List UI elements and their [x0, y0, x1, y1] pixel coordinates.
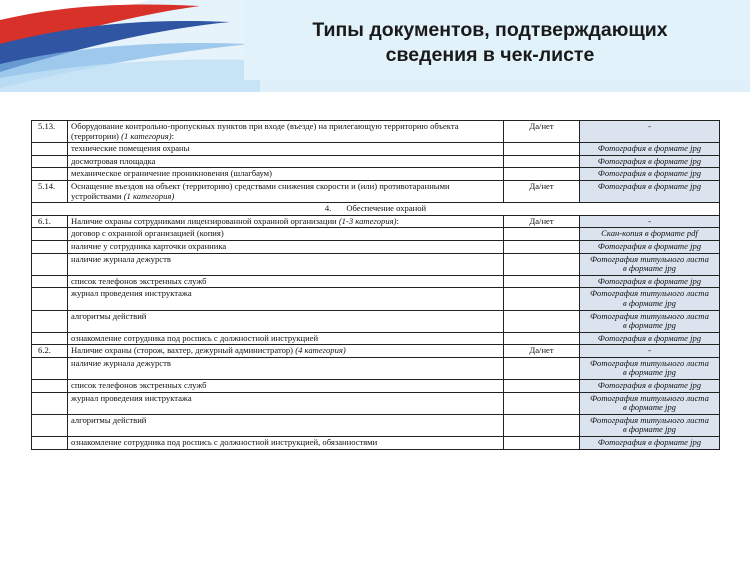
- row-description: досмотровая площадка: [68, 155, 504, 168]
- slide-header: [0, 0, 750, 92]
- section-row: [32, 203, 720, 216]
- table-row: [32, 380, 720, 393]
- row-number: [32, 310, 68, 332]
- yes-no-cell: [504, 275, 580, 288]
- document-format-cell: -: [580, 345, 720, 358]
- table-row: [32, 310, 720, 332]
- document-format-cell: Фотография титульного листа в формате jpg: [580, 414, 720, 436]
- title-line-1: Типы документов, подтверждающих: [312, 19, 668, 41]
- yes-no-cell: [504, 240, 580, 253]
- document-format-cell: Фотография в формате jpg: [580, 275, 720, 288]
- row-number: [32, 332, 68, 345]
- row-number: 5.14.: [32, 180, 68, 202]
- row-number: [32, 288, 68, 310]
- row-number: [32, 357, 68, 379]
- table-row: [32, 228, 720, 241]
- row-number: [32, 155, 68, 168]
- row-description: алгоритмы действий: [68, 310, 504, 332]
- document-format-cell: Фотография в формате jpg: [580, 437, 720, 450]
- yes-no-cell: [504, 155, 580, 168]
- document-format-cell: Фотография в формате jpg: [580, 155, 720, 168]
- row-description: механическое ограничение проникновения (шлагбаум): [68, 168, 504, 181]
- document-format-cell: Фотография титульного листа в формате jpg: [580, 357, 720, 379]
- row-description: Оснащение въездов на объект (территорию) средствами снижения скорости и (или) противотаранными устройствами (1 категория): [68, 180, 504, 202]
- table-row: [32, 288, 720, 310]
- table-row: [32, 332, 720, 345]
- row-description: наличие у сотрудника карточки охранника: [68, 240, 504, 253]
- row-number: [32, 275, 68, 288]
- row-number: [32, 168, 68, 181]
- section-heading: 4. Обеспечение охраной: [32, 203, 720, 216]
- yes-no-cell: [504, 332, 580, 345]
- row-number: [32, 380, 68, 393]
- row-number: [32, 392, 68, 414]
- table-row: [32, 414, 720, 436]
- yes-no-cell: [504, 143, 580, 156]
- yes-no-cell: [504, 288, 580, 310]
- document-format-cell: Фотография в формате jpg: [580, 168, 720, 181]
- document-format-cell: Фотография титульного листа в формате jpg: [580, 392, 720, 414]
- row-description: журнал проведения инструктажа: [68, 288, 504, 310]
- document-format-cell: -: [580, 215, 720, 228]
- yes-no-cell: [504, 357, 580, 379]
- yes-no-cell: Да/нет: [504, 180, 580, 202]
- document-format-cell: Фотография титульного листа в формате jpg: [580, 253, 720, 275]
- table-row: [32, 240, 720, 253]
- row-number: [32, 228, 68, 241]
- yes-no-cell: [504, 168, 580, 181]
- yes-no-cell: Да/нет: [504, 215, 580, 228]
- category-label: (1 категория): [123, 190, 175, 201]
- row-description: Оборудование контрольно-пропускных пунктов при входе (въезде) на прилегающую территорию объекта (территории) (1 категория):: [68, 121, 504, 143]
- table-row: [32, 155, 720, 168]
- category-label: (1 категория): [121, 130, 172, 141]
- table-row: [32, 437, 720, 450]
- yes-no-cell: Да/нет: [504, 121, 580, 143]
- document-format-cell: Фотография в формате jpg: [580, 143, 720, 156]
- document-format-cell: Фотография в формате jpg: [580, 180, 720, 202]
- table-row: [32, 357, 720, 379]
- table-row: [32, 345, 720, 358]
- table-row: [32, 143, 720, 156]
- table-row: [32, 392, 720, 414]
- row-description: список телефонов экстренных служб: [68, 380, 504, 393]
- row-description: Наличие охраны сотрудниками лицензированной охранной организации (1-3 категория):: [68, 215, 504, 228]
- yes-no-cell: [504, 380, 580, 393]
- yes-no-cell: [504, 310, 580, 332]
- row-number: [32, 143, 68, 156]
- category-label: (1-3 категория): [338, 215, 397, 226]
- row-number: [32, 437, 68, 450]
- table-row: [32, 180, 720, 202]
- flag-wave-graphic: [0, 0, 260, 92]
- row-number: 5.13.: [32, 121, 68, 143]
- document-format-cell: Фотография в формате jpg: [580, 380, 720, 393]
- yes-no-cell: [504, 228, 580, 241]
- row-description: алгоритмы действий: [68, 414, 504, 436]
- row-description: наличие журнала дежурств: [68, 253, 504, 275]
- table-row: [32, 215, 720, 228]
- row-description: Наличие охраны (сторож, вахтер, дежурный администратор) (4 категория): [68, 345, 504, 358]
- table-row: [32, 253, 720, 275]
- yes-no-cell: Да/нет: [504, 345, 580, 358]
- category-label: (4 категория): [295, 345, 346, 356]
- yes-no-cell: [504, 253, 580, 275]
- row-number: 6.2.: [32, 345, 68, 358]
- yes-no-cell: [504, 414, 580, 436]
- document-format-cell: Фотография титульного листа в формате jpg: [580, 288, 720, 310]
- yes-no-cell: [504, 392, 580, 414]
- row-description: технические помещения охраны: [68, 143, 504, 156]
- row-number: [32, 414, 68, 436]
- table-row: [32, 168, 720, 181]
- row-number: [32, 253, 68, 275]
- title-line-2: сведения в чек-листе: [385, 44, 595, 66]
- document-format-cell: -: [580, 121, 720, 143]
- row-description: ознакомление сотрудника под роспись с должностной инструкцией: [68, 332, 504, 345]
- row-description: ознакомление сотрудника под роспись с должностной инструкцией, обязанностями: [68, 437, 504, 450]
- document-format-cell: Фотография в формате jpg: [580, 332, 720, 345]
- document-format-cell: Фотография в формате jpg: [580, 240, 720, 253]
- row-number: 6.1.: [32, 215, 68, 228]
- row-description: список телефонов экстренных служб: [68, 275, 504, 288]
- document-format-cell: Скан-копия в формате pdf: [580, 228, 720, 241]
- row-number: [32, 240, 68, 253]
- table-row: [32, 275, 720, 288]
- row-description: журнал проведения инструктажа: [68, 392, 504, 414]
- row-description: договор с охранной организацией (копия): [68, 228, 504, 241]
- row-description: наличие журнала дежурств: [68, 357, 504, 379]
- checklist-table: [31, 120, 720, 450]
- yes-no-cell: [504, 437, 580, 450]
- document-format-cell: Фотография титульного листа в формате jpg: [580, 310, 720, 332]
- page-title: [250, 18, 730, 68]
- table-row: [32, 121, 720, 143]
